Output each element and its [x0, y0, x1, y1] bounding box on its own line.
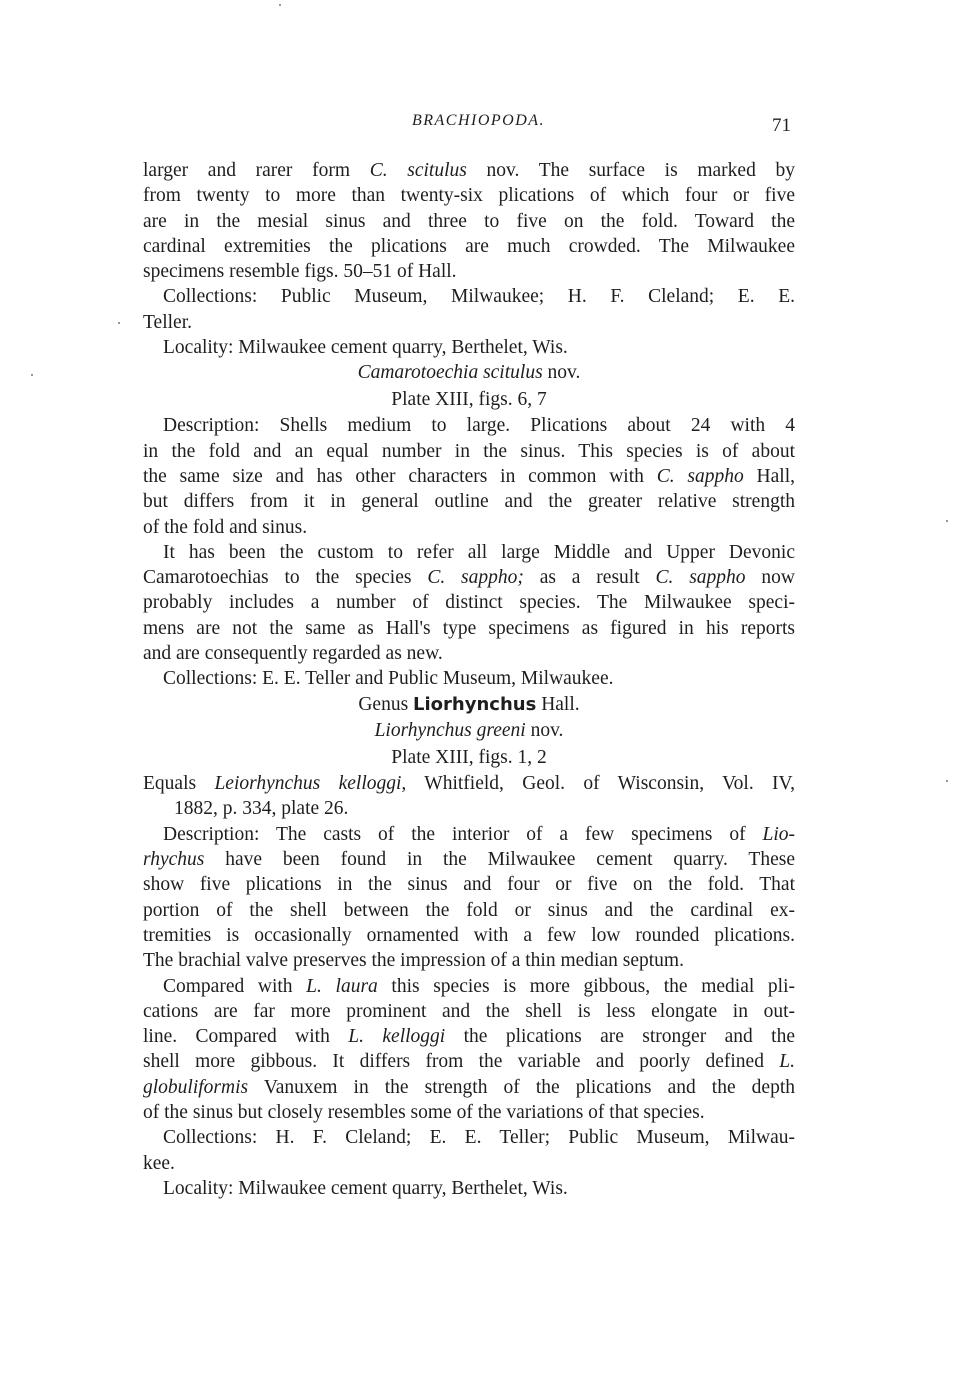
text-line: 1882, p. 334, plate 26.	[174, 798, 349, 820]
text-line: cardinal extremities the plications are much crowded. The Milwaukee	[143, 235, 795, 257]
text-line: Collections: Public Museum, Milwaukee; H. F. Cleland; E. E.	[163, 286, 795, 308]
text-line: in the fold and an equal number in the sinus. This species is of about	[143, 440, 795, 462]
text-line: mens are not the same as Hall's type specimens as figured in his reports	[143, 617, 795, 639]
species-name: Liorhynchus greeni nov.	[374, 720, 564, 742]
text-line: kee.	[143, 1152, 175, 1174]
remarks-paragraph	[143, 540, 795, 666]
genus-heading	[143, 692, 795, 719]
collections-paragraph	[143, 1125, 795, 1176]
text-line: probably includes a number of distinct species. The Milwaukee speci-	[143, 592, 795, 614]
scan-speck	[279, 4, 281, 6]
scan-speck	[946, 520, 948, 522]
text-line: It has been the custom to refer all large Middle and Upper Devonic	[163, 541, 795, 563]
genus-name: Genus Liorhynchus Hall.	[358, 693, 580, 715]
text-line: Teller.	[143, 311, 192, 333]
text-line: specimens resemble figs. 50–51 of Hall.	[143, 261, 457, 283]
text-line: larger and rarer form C. scitulus nov. The surface is marked by	[143, 160, 796, 181]
text-line: line. Compared with L. kelloggi the plications are stronger and the	[143, 1026, 795, 1048]
page-number: 71	[772, 115, 791, 136]
species-heading	[143, 360, 795, 413]
text-line: Equals Leiorhynchus kelloggi, Whitfield, Geol. of Wisconsin, Vol. IV,	[143, 773, 795, 795]
text-line: the same size and has other characters in common with C. sappho Hall,	[143, 465, 795, 487]
body-text	[143, 158, 795, 1201]
text-line: from twenty to more than twenty-six plications of which four or five	[143, 185, 795, 207]
text-line: shell more gibbous. It differs from the variable and poorly defined L.	[143, 1051, 795, 1073]
text-line: cations are far more prominent and the shell is less elongate in out-	[143, 1000, 795, 1022]
text-line: of the fold and sinus.	[143, 516, 308, 538]
synonymy-paragraph	[143, 771, 795, 822]
description-paragraph	[143, 413, 795, 539]
text-line: globuliformis Vanuxem in the strength of the plications and the depth	[143, 1076, 795, 1098]
scan-speck	[946, 780, 948, 782]
text-line: The brachial valve preserves the impression of a thin median septum.	[143, 950, 684, 972]
plate-reference: Plate XIII, figs. 1, 2	[391, 746, 547, 768]
comparison-paragraph	[143, 974, 795, 1126]
collections-paragraph	[143, 284, 795, 335]
text-line: Locality: Milwaukee cement quarry, Berthelet, Wis.	[163, 337, 568, 359]
scan-speck	[31, 374, 33, 376]
text-line: and are consequently regarded as new.	[143, 643, 443, 665]
text-line: tremities is occasionally ornamented with a few low rounded plications.	[143, 924, 795, 946]
text-line: Description: The casts of the interior of a few specimens of Lio-	[163, 823, 795, 845]
text-line: portion of the shell between the fold or sinus and the cardinal ex-	[143, 899, 795, 921]
text-line: are in the mesial sinus and three to five on the fold. Toward the	[143, 210, 795, 232]
species-heading	[143, 718, 795, 771]
text-line: show five plications in the sinus and four or five on the fold. That	[143, 874, 795, 896]
text-line: of the sinus but closely resembles some of the variations of that species.	[143, 1102, 705, 1123]
text-line: Collections: E. E. Teller and Public Museum, Milwaukee.	[163, 668, 614, 690]
running-head: BRACHIOPODA.	[411, 112, 546, 129]
collections-paragraph	[143, 666, 795, 691]
locality-paragraph	[143, 1176, 795, 1201]
text-line: but differs from it in general outline and the greater relative strength	[143, 491, 795, 513]
text-line: Camarotoechias to the species C. sappho; as a result C. sappho now	[143, 567, 795, 589]
locality-paragraph	[143, 335, 795, 360]
text-line: Compared with L. laura this species is more gibbous, the medial pli-	[163, 975, 795, 997]
paragraph-continuation	[143, 158, 795, 284]
scan-speck	[118, 322, 120, 324]
text-line: rhychus have been found in the Milwaukee cement quarry. These	[143, 849, 795, 871]
species-name: Camarotoechia scitulus nov.	[357, 362, 581, 384]
text-line: Collections: H. F. Cleland; E. E. Teller; Public Museum, Milwau-	[163, 1127, 795, 1149]
text-line: Locality: Milwaukee cement quarry, Berthelet, Wis.	[163, 1177, 568, 1199]
plate-reference: Plate XIII, figs. 6, 7	[391, 388, 547, 410]
text-line: Description: Shells medium to large. Plications about 24 with 4	[163, 415, 795, 437]
description-paragraph	[143, 822, 795, 974]
